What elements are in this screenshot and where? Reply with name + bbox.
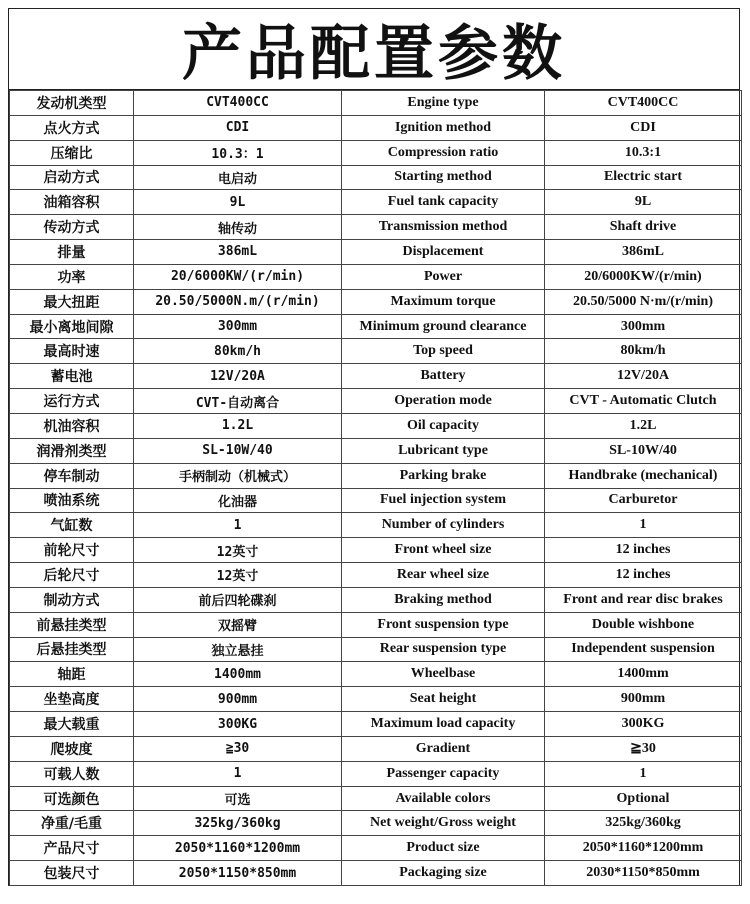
table-row [10, 612, 742, 637]
spec-value-en: 12 inches [545, 538, 742, 563]
table-row [10, 811, 742, 836]
spec-value-en: 20/6000KW/(r/min) [545, 264, 742, 289]
spec-table-body [10, 91, 742, 886]
spec-value-en: 2050*1160*1200mm [545, 836, 742, 861]
page-title: 产品配置参数 [9, 9, 739, 90]
spec-label-zh: 最小离地间隙 [10, 314, 134, 339]
table-row [10, 389, 742, 414]
spec-label-en: Power [342, 264, 545, 289]
spec-label-en: Braking method [342, 587, 545, 612]
spec-label-en: Rear wheel size [342, 563, 545, 588]
table-row [10, 140, 742, 165]
spec-value-en: 900mm [545, 687, 742, 712]
spec-label-en: Operation mode [342, 389, 545, 414]
spec-label-en: Starting method [342, 165, 545, 190]
spec-label-zh: 润滑剂类型 [10, 438, 134, 463]
spec-label-en: Battery [342, 364, 545, 389]
spec-label-en: Number of cylinders [342, 513, 545, 538]
table-row [10, 513, 742, 538]
table-row [10, 115, 742, 140]
spec-value-en: Shaft drive [545, 215, 742, 240]
spec-value-en: 300KG [545, 712, 742, 737]
spec-value-en: 80km/h [545, 339, 742, 364]
spec-value-zh: 80km/h [134, 339, 342, 364]
table-row [10, 538, 742, 563]
spec-value-zh: 电启动 [134, 165, 342, 190]
spec-label-en: Engine type [342, 91, 545, 116]
spec-value-zh: CVT400CC [134, 91, 342, 116]
spec-value-zh: 可选 [134, 786, 342, 811]
spec-label-en: Displacement [342, 240, 545, 265]
table-row [10, 314, 742, 339]
spec-label-en: Oil capacity [342, 413, 545, 438]
spec-value-zh: 386mL [134, 240, 342, 265]
spec-value-zh: 手柄制动（机械式） [134, 463, 342, 488]
spec-value-en: 1400mm [545, 662, 742, 687]
spec-label-zh: 制动方式 [10, 587, 134, 612]
spec-value-zh: 300KG [134, 712, 342, 737]
spec-label-zh: 油箱容积 [10, 190, 134, 215]
spec-label-zh: 排量 [10, 240, 134, 265]
spec-label-en: Transmission method [342, 215, 545, 240]
spec-value-en: SL-10W/40 [545, 438, 742, 463]
spec-value-en: 9L [545, 190, 742, 215]
spec-label-en: Wheelbase [342, 662, 545, 687]
spec-value-en: 300mm [545, 314, 742, 339]
spec-value-zh: 双摇臂 [134, 612, 342, 637]
spec-value-zh: CDI [134, 115, 342, 140]
spec-value-zh: 300mm [134, 314, 342, 339]
table-row [10, 761, 742, 786]
table-row [10, 91, 742, 116]
spec-value-en: 20.50/5000 N·m/(r/min) [545, 289, 742, 314]
spec-label-zh: 最高时速 [10, 339, 134, 364]
spec-label-zh: 停车制动 [10, 463, 134, 488]
table-row [10, 413, 742, 438]
table-row [10, 240, 742, 265]
spec-label-zh: 运行方式 [10, 389, 134, 414]
spec-label-zh: 爬坡度 [10, 736, 134, 761]
spec-label-zh: 最大载重 [10, 712, 134, 737]
spec-value-en: Double wishbone [545, 612, 742, 637]
table-row [10, 264, 742, 289]
spec-label-en: Top speed [342, 339, 545, 364]
spec-label-zh: 传动方式 [10, 215, 134, 240]
spec-value-en: 12V/20A [545, 364, 742, 389]
spec-label-en: Rear suspension type [342, 637, 545, 662]
spec-label-zh: 包装尺寸 [10, 861, 134, 886]
spec-label-zh: 前轮尺寸 [10, 538, 134, 563]
spec-label-en: Fuel injection system [342, 488, 545, 513]
spec-label-zh: 喷油系统 [10, 488, 134, 513]
table-row [10, 861, 742, 886]
table-row [10, 786, 742, 811]
spec-label-zh: 压缩比 [10, 140, 134, 165]
table-row [10, 364, 742, 389]
spec-value-zh: 1 [134, 513, 342, 538]
spec-label-en: Parking brake [342, 463, 545, 488]
spec-label-en: Lubricant type [342, 438, 545, 463]
spec-label-en: Ignition method [342, 115, 545, 140]
spec-label-en: Net weight/Gross weight [342, 811, 545, 836]
table-row [10, 165, 742, 190]
spec-label-en: Packaging size [342, 861, 545, 886]
spec-label-en: Maximum load capacity [342, 712, 545, 737]
spec-label-zh: 机油容积 [10, 413, 134, 438]
spec-label-zh: 净重/毛重 [10, 811, 134, 836]
spec-label-zh: 前悬挂类型 [10, 612, 134, 637]
spec-label-zh: 蓄电池 [10, 364, 134, 389]
spec-value-zh: CVT-自动离合 [134, 389, 342, 414]
spec-value-en: 12 inches [545, 563, 742, 588]
spec-value-zh: 化油器 [134, 488, 342, 513]
spec-table [9, 90, 742, 886]
spec-value-zh: 2050*1150*850mm [134, 861, 342, 886]
spec-label-en: Compression ratio [342, 140, 545, 165]
table-row [10, 339, 742, 364]
table-row [10, 662, 742, 687]
spec-label-en: Passenger capacity [342, 761, 545, 786]
spec-value-zh: 前后四轮碟刹 [134, 587, 342, 612]
spec-value-zh: 轴传动 [134, 215, 342, 240]
spec-label-zh: 点火方式 [10, 115, 134, 140]
spec-label-zh: 功率 [10, 264, 134, 289]
spec-label-zh: 坐垫高度 [10, 687, 134, 712]
spec-label-zh: 产品尺寸 [10, 836, 134, 861]
spec-label-zh: 轴距 [10, 662, 134, 687]
spec-value-zh: 325kg/360kg [134, 811, 342, 836]
table-row [10, 736, 742, 761]
spec-label-zh: 最大扭距 [10, 289, 134, 314]
spec-label-en: Front wheel size [342, 538, 545, 563]
spec-value-zh: 独立悬挂 [134, 637, 342, 662]
spec-label-en: Maximum torque [342, 289, 545, 314]
spec-label-zh: 后悬挂类型 [10, 637, 134, 662]
table-row [10, 836, 742, 861]
spec-value-en: Carburetor [545, 488, 742, 513]
spec-value-zh: SL-10W/40 [134, 438, 342, 463]
spec-value-zh: 12英寸 [134, 563, 342, 588]
spec-sheet [8, 8, 740, 886]
spec-value-en: 1.2L [545, 413, 742, 438]
table-row [10, 488, 742, 513]
table-row [10, 463, 742, 488]
spec-value-zh: 12英寸 [134, 538, 342, 563]
spec-value-en: CVT - Automatic Clutch [545, 389, 742, 414]
table-row [10, 637, 742, 662]
spec-value-zh: 10.3：1 [134, 140, 342, 165]
spec-value-zh: 12V/20A [134, 364, 342, 389]
spec-value-en: 325kg/360kg [545, 811, 742, 836]
table-row [10, 438, 742, 463]
spec-label-zh: 启动方式 [10, 165, 134, 190]
spec-value-zh: 20/6000KW/(r/min) [134, 264, 342, 289]
spec-value-en: 1 [545, 761, 742, 786]
spec-label-en: Available colors [342, 786, 545, 811]
spec-value-en: Handbrake (mechanical) [545, 463, 742, 488]
spec-label-en: Seat height [342, 687, 545, 712]
spec-value-en: Independent suspension [545, 637, 742, 662]
spec-value-en: 386mL [545, 240, 742, 265]
spec-value-en: Electric start [545, 165, 742, 190]
spec-value-zh: 1.2L [134, 413, 342, 438]
spec-value-en: Front and rear disc brakes [545, 587, 742, 612]
table-row [10, 563, 742, 588]
spec-value-zh: 900mm [134, 687, 342, 712]
spec-label-zh: 发动机类型 [10, 91, 134, 116]
spec-value-en: CVT400CC [545, 91, 742, 116]
table-row [10, 587, 742, 612]
spec-value-en: CDI [545, 115, 742, 140]
spec-value-zh: 1 [134, 761, 342, 786]
spec-value-en: Optional [545, 786, 742, 811]
spec-value-zh: 9L [134, 190, 342, 215]
spec-value-en: 1 [545, 513, 742, 538]
spec-value-en: 2030*1150*850mm [545, 861, 742, 886]
spec-label-en: Front suspension type [342, 612, 545, 637]
spec-label-en: Product size [342, 836, 545, 861]
spec-value-zh: 2050*1160*1200mm [134, 836, 342, 861]
spec-label-zh: 可载人数 [10, 761, 134, 786]
table-row [10, 687, 742, 712]
spec-value-en: 10.3:1 [545, 140, 742, 165]
spec-value-en: ≧30 [545, 736, 742, 761]
table-row [10, 190, 742, 215]
spec-label-zh: 可选颜色 [10, 786, 134, 811]
spec-label-zh: 后轮尺寸 [10, 563, 134, 588]
table-row [10, 712, 742, 737]
spec-label-zh: 气缸数 [10, 513, 134, 538]
spec-label-en: Fuel tank capacity [342, 190, 545, 215]
spec-value-zh: ≧30 [134, 736, 342, 761]
spec-value-zh: 1400mm [134, 662, 342, 687]
spec-label-en: Minimum ground clearance [342, 314, 545, 339]
spec-value-zh: 20.50/5000N.m/(r/min) [134, 289, 342, 314]
table-row [10, 289, 742, 314]
spec-label-en: Gradient [342, 736, 545, 761]
table-row [10, 215, 742, 240]
